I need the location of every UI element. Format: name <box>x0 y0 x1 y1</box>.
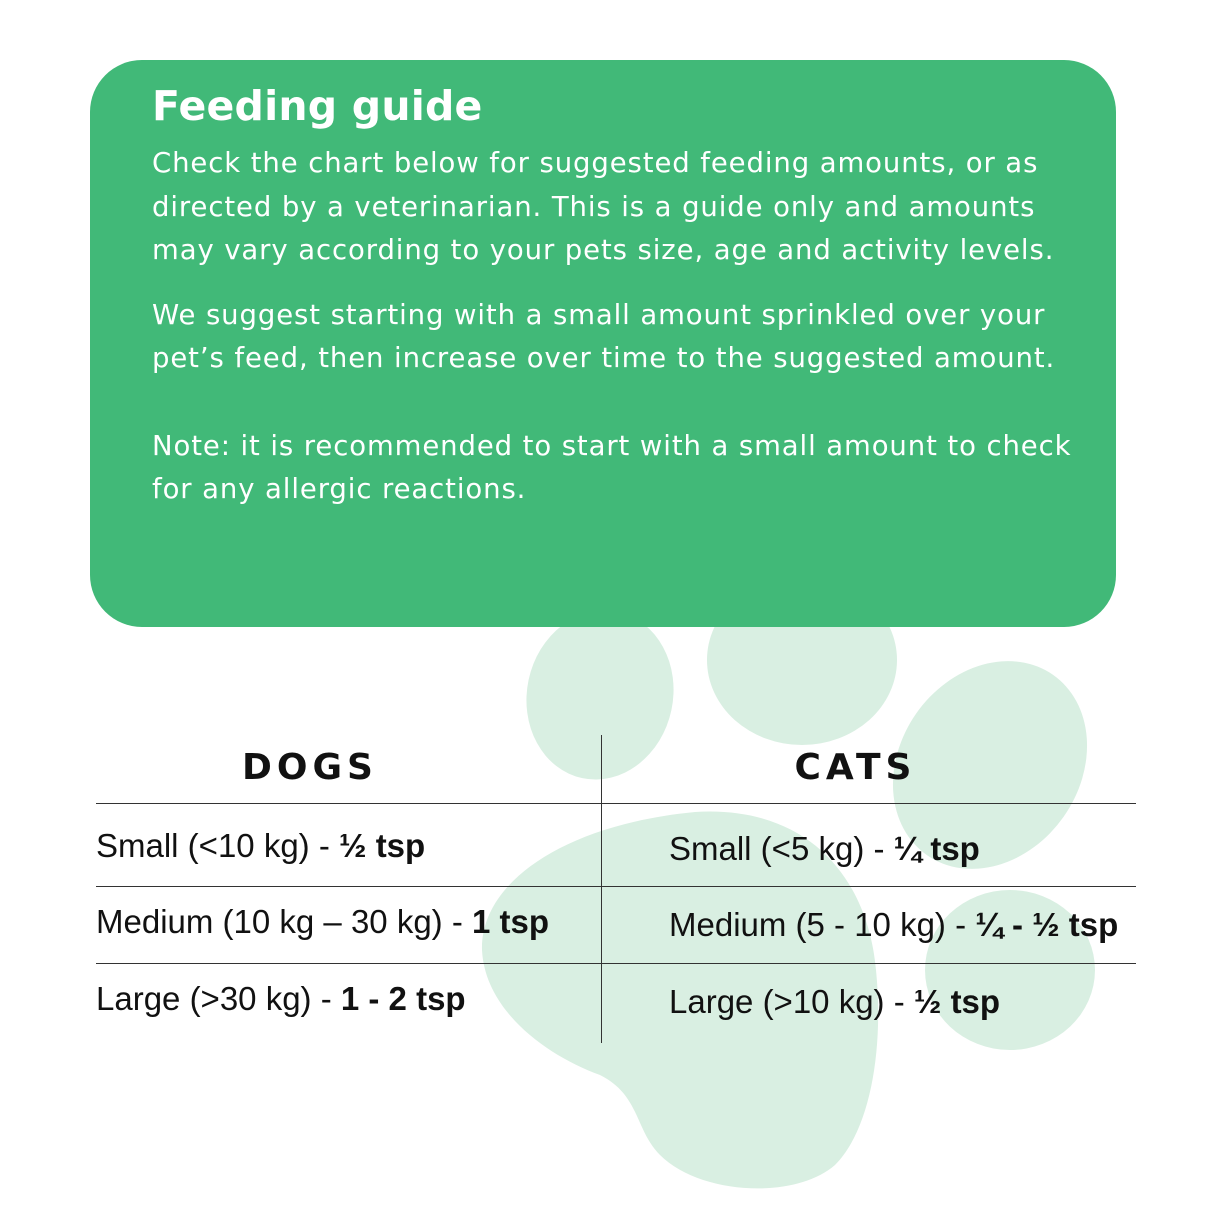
row-divider <box>96 886 1136 887</box>
cats-row-large <box>669 982 1000 1022</box>
row-divider <box>96 963 1136 964</box>
dogs-row-small <box>96 826 425 866</box>
cats-large-label: Large (>10 kg) - <box>669 983 914 1020</box>
dogs-small-amount: ½ tsp <box>339 827 426 864</box>
dogs-row-large <box>96 979 466 1019</box>
dogs-row-medium <box>96 902 549 942</box>
dogs-small-label: Small (<10 kg) - <box>96 827 339 864</box>
dogs-medium-label: Medium (10 kg – 30 kg) - <box>96 903 472 940</box>
guide-title: Feeding guide <box>152 82 483 130</box>
dogs-medium-amount: 1 tsp <box>472 903 550 940</box>
cats-row-medium <box>669 905 1118 945</box>
column-divider <box>601 735 602 1043</box>
dogs-large-label: Large (>30 kg) - <box>96 980 341 1017</box>
guide-paragraph-suggestion: We suggest starting with a small amount sprinkled over your pet’s feed, then increase over time to the suggested amount. <box>152 298 1056 374</box>
cats-medium-amount: ¼ - ½ tsp <box>975 906 1119 943</box>
header-divider <box>96 803 1136 804</box>
cats-medium-label: Medium (5 - 10 kg) - <box>669 906 976 943</box>
cats-small-amount: ¼ tsp <box>893 830 980 867</box>
cats-row-small <box>669 829 980 869</box>
dogs-large-amount: 1 - 2 tsp <box>340 980 466 1017</box>
guide-paragraph-intro: Check the chart below for suggested feeding amounts, or as directed by a veterinarian. This is a guide only and amounts may vary according to your pets size, age and activity levels. <box>152 147 1055 266</box>
cats-large-amount: ½ tsp <box>913 983 1001 1020</box>
cats-column-header: CATS <box>794 747 917 788</box>
cats-small-label: Small (<5 kg) - <box>669 830 894 867</box>
dogs-column-header: DOGS <box>242 747 378 788</box>
feeding-guide-card <box>90 60 1116 627</box>
guide-note: Note: it is recommended to start with a small amount to check for any allergic reactions. <box>152 429 1072 505</box>
